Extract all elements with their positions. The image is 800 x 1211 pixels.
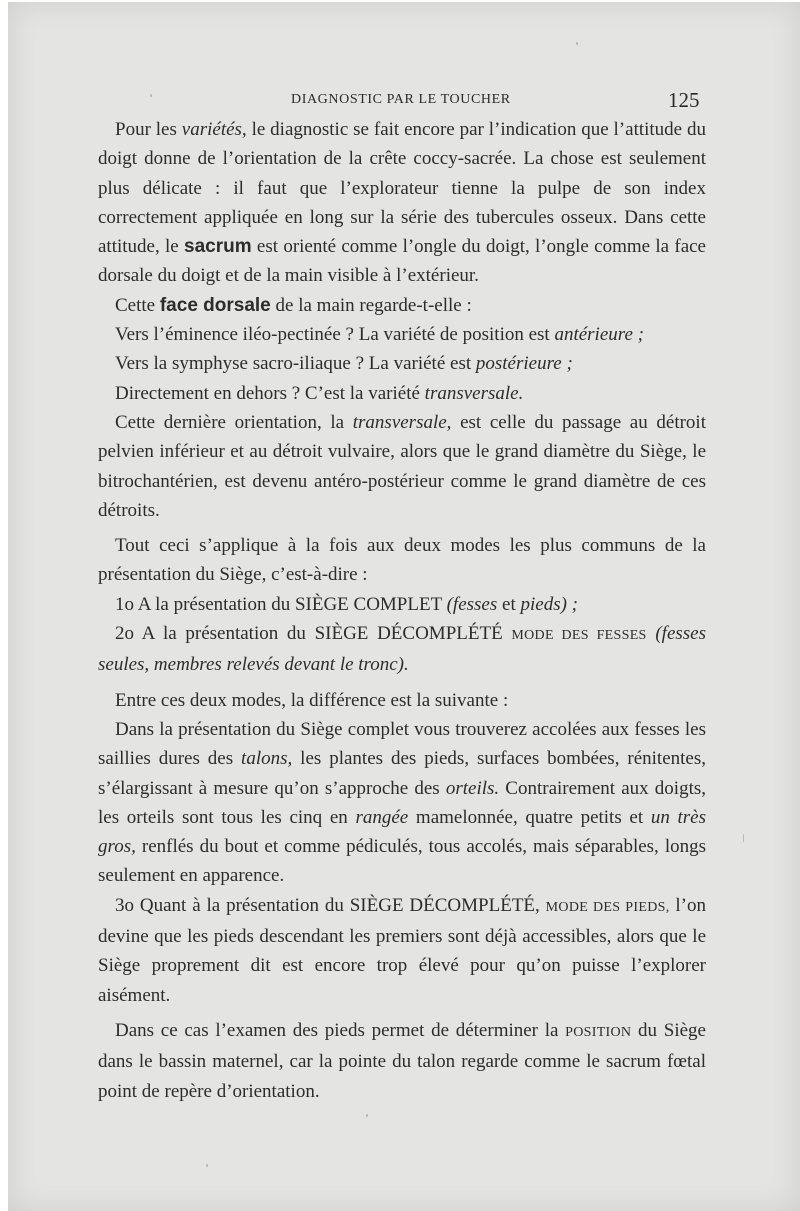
page-body	[98, 115, 706, 1106]
paragraph: Dans ce cas l’examen des pieds permet de déterminer la POSITION du Siège dans le bassin maternel, car la pointe du talon regarde comme le sacrum fœtal point de repère d’orientation.	[98, 1019, 706, 1102]
paragraph: Entre ces deux modes, la différence est la suivante :	[115, 689, 509, 711]
paragraph: 3o Quant à la présentation du SIÈGE DÉCOMPLÉTÉ, MODE DES PIEDS, l’on devine que les pieds descendant les premiers sont déjà accessibles, alors que le Siège proprement dit est encore trop élevé pour qu’on puisse l’explorer aisément.	[98, 894, 706, 1006]
paragraph: Directement en dehors ? C’est la variété transversale.	[115, 382, 524, 404]
paragraph: 1o A la présentation du SIÈGE COMPLET (fesses et pieds) ;	[115, 593, 578, 615]
small-caps-term: MODE DES PIEDS,	[545, 899, 670, 915]
small-caps-term: MODE DES FESSES	[511, 628, 647, 644]
paper-speck	[206, 1164, 208, 1167]
paragraph: 2o A la présentation du SIÈGE DÉCOMPLÉTÉ MODE DES FESSES (fesses seules, membres relevés devant le tronc).	[98, 623, 706, 676]
paragraph: Vers l’éminence iléo-pectinée ? La variété de position est antérieure ;	[115, 324, 644, 346]
paragraph: Pour les variétés, le diagnostic se fait encore par l’indication que l’attitude du doigt donne de l’orientation de la crête coccy-sacrée. La chose est seulement plus délicate : il faut que l’explorateur tienne la pulpe de son index correctement appliquée en long sur la série des tubercules osseux. Dans cette attitude, le sacrum est orienté comme l’ongle du doigt, l’ongle comme la face dorsale du doigt et de la main visible à l’extérieur.	[98, 119, 707, 287]
paper-speck	[576, 42, 578, 45]
paragraph: Cette face dorsale de la main regarde-t-elle :	[115, 294, 472, 316]
book-page	[8, 2, 800, 1211]
bold-term: sacrum	[184, 236, 252, 258]
paragraph: Vers la symphyse sacro-iliaque ? La variété est postérieure ;	[115, 353, 573, 375]
small-caps-term: POSITION	[565, 1024, 632, 1040]
bold-term: face dorsale	[159, 294, 271, 316]
page-number: 125	[668, 88, 700, 112]
paper-speck	[366, 1114, 368, 1117]
paragraph: Cette dernière orientation, la transversale, est celle du passage au détroit pelvien inférieur et au détroit vulvaire, alors que le grand diamètre du Siège, le bitrochantérien, est devenu antéro-postérieur comme le grand diamètre de ces détroits.	[98, 411, 706, 521]
paper-speck	[743, 834, 744, 842]
paragraph: Tout ceci s’applique à la fois aux deux modes les plus communs de la présentation du Siège, c’est-à-dire :	[98, 535, 706, 586]
paper-speck	[150, 94, 152, 97]
running-title: DIAGNOSTIC PAR LE TOUCHER	[291, 92, 511, 107]
paragraph: Dans la présentation du Siège complet vous trouverez accolées aux fesses les saillies dures des talons, les plantes des pieds, surfaces bombées, rénitentes, s’élargissant à mesure qu’on s’approche des orteils. Contrairement aux doigts, les orteils sont tous les cinq en rangée mamelonnée, quatre petits et un très gros, renflés du bout et comme pédiculés, tous accolés, mais séparables, longs seulement en apparence.	[98, 718, 706, 887]
